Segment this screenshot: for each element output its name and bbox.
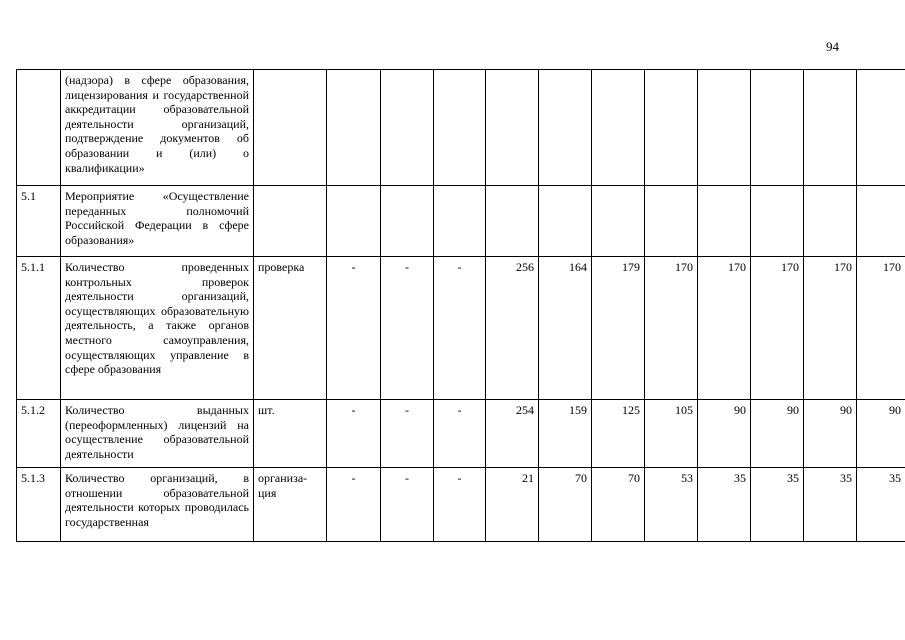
value-cell: 170: [645, 257, 698, 400]
page-number: 94: [826, 39, 839, 54]
table-row: [17, 186, 905, 257]
value-cell: 90: [804, 400, 857, 468]
value-cell: [698, 186, 751, 257]
value-cell: [857, 186, 905, 257]
value-cell: 21: [486, 468, 539, 542]
value-cell: [645, 70, 698, 186]
row-number: [17, 70, 61, 186]
value-cell: [327, 70, 381, 186]
value-cell: 70: [539, 468, 592, 542]
value-cell: [381, 186, 434, 257]
value-cell: [486, 186, 539, 257]
row-number: 5.1.2: [17, 400, 61, 468]
value-cell: [486, 70, 539, 186]
value-cell: 70: [592, 468, 645, 542]
row-number: 5.1.1: [17, 257, 61, 400]
row-unit: [254, 186, 327, 257]
value-cell: 35: [857, 468, 905, 542]
value-cell: [857, 70, 905, 186]
value-cell: 164: [539, 257, 592, 400]
row-number: 5.1: [17, 186, 61, 257]
value-cell: -: [434, 400, 486, 468]
indicators-table: [16, 69, 905, 542]
row-description: Мероприятие «Осуществление переданных полномочий Российской Федерации в сфере образования»: [61, 186, 254, 257]
row-unit: [254, 70, 327, 186]
value-cell: [592, 186, 645, 257]
row-description: Количество организаций, в отношении образовательной деятельности которых проводилась государственная: [61, 468, 254, 542]
value-cell: -: [327, 400, 381, 468]
value-cell: 35: [698, 468, 751, 542]
row-unit: проверка: [254, 257, 327, 400]
value-cell: [434, 186, 486, 257]
value-cell: 170: [857, 257, 905, 400]
value-cell: 90: [857, 400, 905, 468]
value-cell: [804, 186, 857, 257]
value-cell: [751, 186, 804, 257]
value-cell: 254: [486, 400, 539, 468]
table-row: [17, 257, 905, 400]
row-description: (надзора) в сфере образования, лицензирования и государственной аккредитации образовательной деятельности организаций, подтверждение документов об образовании и (или) о квалификации»: [61, 70, 254, 186]
row-number: 5.1.3: [17, 468, 61, 542]
table-row: [17, 468, 905, 542]
value-cell: [592, 70, 645, 186]
value-cell: 179: [592, 257, 645, 400]
value-cell: 159: [539, 400, 592, 468]
value-cell: 105: [645, 400, 698, 468]
value-cell: [539, 186, 592, 257]
value-cell: -: [434, 257, 486, 400]
value-cell: -: [327, 257, 381, 400]
value-cell: -: [434, 468, 486, 542]
value-cell: 90: [698, 400, 751, 468]
row-description: Количество проведенных контрольных проверок деятельности организаций, осуществляющих образовательную деятельность, а также органов местного самоуправления, осуществляющих управление в сфере образования: [61, 257, 254, 400]
value-cell: [698, 70, 751, 186]
value-cell: [434, 70, 486, 186]
row-unit: шт.: [254, 400, 327, 468]
value-cell: [381, 70, 434, 186]
value-cell: [645, 186, 698, 257]
value-cell: [751, 70, 804, 186]
table-row: [17, 400, 905, 468]
value-cell: -: [381, 400, 434, 468]
value-cell: [327, 186, 381, 257]
value-cell: 256: [486, 257, 539, 400]
row-unit: организа-ция: [254, 468, 327, 542]
table-row: [17, 70, 905, 186]
value-cell: -: [327, 468, 381, 542]
value-cell: -: [381, 257, 434, 400]
value-cell: 170: [698, 257, 751, 400]
value-cell: 125: [592, 400, 645, 468]
value-cell: 35: [751, 468, 804, 542]
value-cell: -: [381, 468, 434, 542]
value-cell: 90: [751, 400, 804, 468]
value-cell: 53: [645, 468, 698, 542]
value-cell: 170: [751, 257, 804, 400]
value-cell: [539, 70, 592, 186]
row-description: Количество выданных (переоформленных) лицензий на осуществление образовательной деятельности: [61, 400, 254, 468]
value-cell: [804, 70, 857, 186]
value-cell: 170: [804, 257, 857, 400]
value-cell: 35: [804, 468, 857, 542]
